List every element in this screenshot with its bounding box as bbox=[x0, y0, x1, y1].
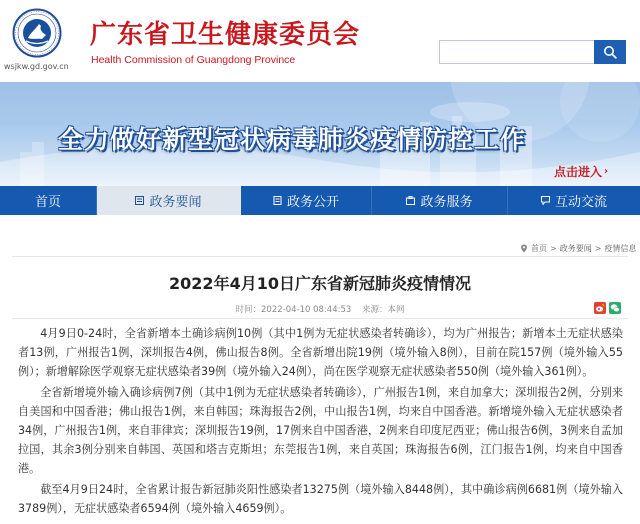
article-body bbox=[18, 324, 623, 520]
nav-item-home[interactable] bbox=[0, 186, 97, 215]
breadcrumb bbox=[0, 236, 640, 256]
doc-icon bbox=[273, 196, 282, 205]
wechat-share-icon[interactable] bbox=[609, 302, 621, 314]
nav-item-label: 互动交流 bbox=[554, 195, 607, 210]
search-icon bbox=[603, 45, 617, 59]
breadcrumb-separator: > bbox=[594, 244, 602, 253]
banner-slogan: 全力做好新型冠状病毒肺炎疫情防控工作 bbox=[58, 125, 527, 154]
service-icon bbox=[406, 196, 415, 205]
site-title[interactable]: 广东省卫生健康委员会 bbox=[90, 20, 361, 50]
nav-item-label: 政务要闻 bbox=[149, 195, 202, 210]
site-subtitle-en: Health Commission of Guangdong Province bbox=[91, 54, 296, 66]
nav-item-services[interactable] bbox=[372, 186, 508, 215]
nav-item-label: 首页 bbox=[34, 195, 61, 210]
divider bbox=[12, 318, 628, 319]
banner-enter-link[interactable] bbox=[554, 163, 608, 180]
weibo-share-icon[interactable] bbox=[594, 302, 606, 314]
chevron-right-icon: › bbox=[604, 166, 609, 177]
nav-item-news[interactable] bbox=[97, 186, 241, 215]
article-source: 来源：本网 bbox=[361, 305, 405, 315]
breadcrumb-news[interactable]: 政务要闻 bbox=[559, 244, 592, 253]
commission-logo[interactable] bbox=[12, 8, 62, 58]
site-url: wsjkw.gd.gov.cn bbox=[4, 62, 69, 71]
banner-enter-label: 点击进入 bbox=[554, 165, 603, 179]
search-input[interactable] bbox=[439, 40, 595, 64]
nav-item-interaction[interactable] bbox=[508, 186, 640, 215]
article-paragraph: 截至4月9日24时，全省累计报告新冠肺炎阳性感染者13275例（境外输入8448例），其中确诊病例6681例（境外输入3789例），无症状感染者6594例（境外输入4659例）。 bbox=[18, 483, 623, 515]
nav-item-label: 政务公开 bbox=[286, 195, 339, 210]
nav-item-public-affairs[interactable] bbox=[241, 186, 372, 215]
news-icon bbox=[135, 196, 144, 205]
breadcrumb-separator: > bbox=[550, 244, 557, 253]
article-time: 时间：2022-04-10 08:44:53 bbox=[235, 305, 352, 315]
main-nav bbox=[0, 186, 640, 215]
nav-item-label: 政务服务 bbox=[420, 195, 473, 210]
breadcrumb-epidemic-info[interactable]: 疫情信息 bbox=[604, 244, 637, 253]
chat-icon bbox=[541, 196, 550, 205]
share-toolbar bbox=[594, 302, 621, 314]
article-paragraph: 4月9日0-24时，全省新增本土确诊病例10例（其中1例为无症状感染者转确诊），均为广州报告；新增本土无症状感染者13例，广州报告1例，深圳报告4例，佛山报告8例。全省新增出院19例（境外输入8例），目前在院157例（境外输入55例）；新增解除医学观察无症状感染者39例（境外输入24例），尚在医学观察无症状感染者550例（境外输入361例）。 bbox=[18, 327, 623, 378]
location-icon bbox=[520, 244, 528, 253]
epidemic-banner[interactable] bbox=[0, 82, 640, 186]
article-title: 2022年4月10日广东省新冠肺炎疫情情况 bbox=[169, 274, 471, 293]
breadcrumb-home[interactable]: 首页 bbox=[531, 244, 547, 253]
divider bbox=[12, 256, 628, 257]
search-button[interactable] bbox=[594, 40, 626, 64]
site-header bbox=[0, 0, 640, 82]
article-meta bbox=[0, 303, 640, 315]
article-paragraph: 全省新增境外输入确诊病例7例（其中1例为无症状感染者转确诊），广州报告1例，来自加拿大；深圳报告2例，分别来自美国和中国香港；佛山报告1例，来自韩国；珠海报告2例，中山报告1例，均来自中国香港。新增境外输入无症状感染者34例，广州报告1例，来自菲律宾；深圳报告19例，17例来自中国香港，2例来自印度尼西亚；佛山报告6例，3例来自孟加拉国，其余3例分别来自韩国、英国和塔吉克斯坦；东莞报告1例，来自英国；珠海报告6例，江门报告1例，均来自中国香港。 bbox=[18, 386, 623, 475]
